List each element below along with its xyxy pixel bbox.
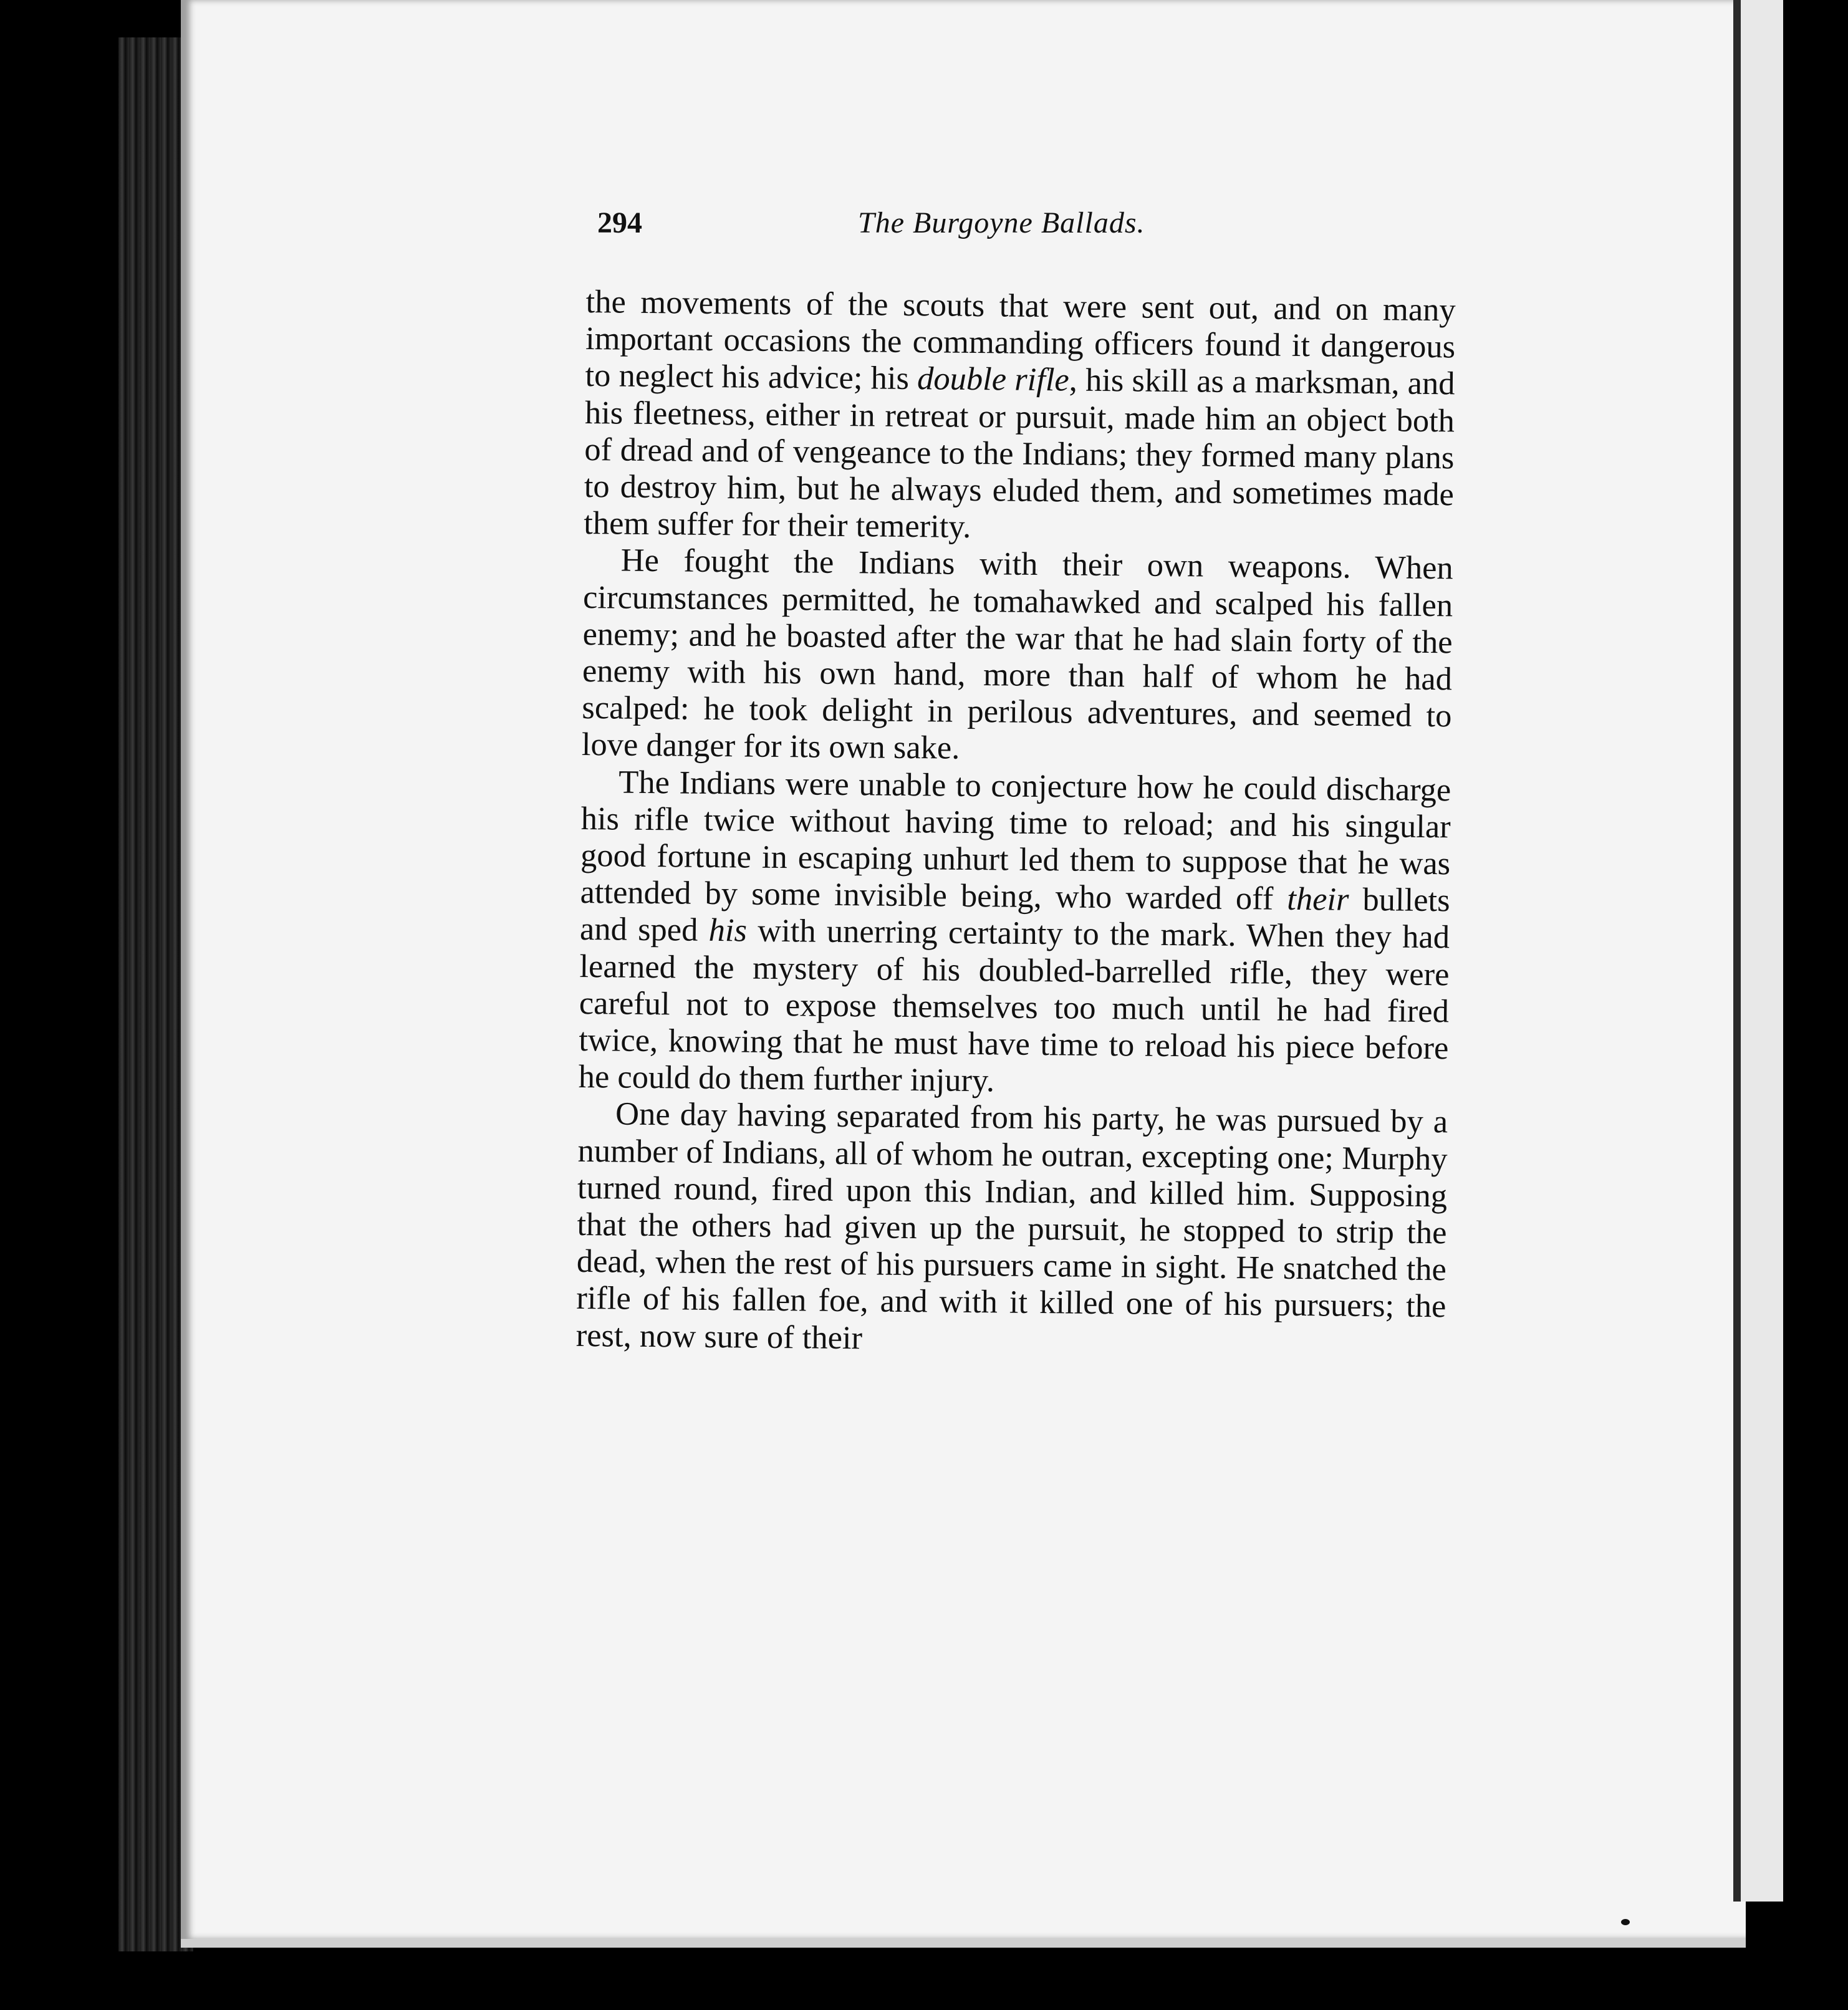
scan-border <box>1783 0 1848 2010</box>
italic-text: their <box>1287 881 1349 918</box>
page-header <box>597 206 1221 256</box>
text-segment: with unerring certainty to the mark. When they had learned the mystery of his doubled-barrelled rifle, they were careful not to expose themselves too much until he had fired twice, knowing that he must have time to reload his piece before he could do them further injury. <box>578 912 1450 1099</box>
text-segment: The Indians were unable to conjecture how he could discharge his rifle twice without having time to reload; and his singular good fortune in escaping unhurt led them to suppose that he was attended by some invisible being, who warded off <box>580 764 1451 918</box>
text-segment: bullets and sped <box>579 882 1450 949</box>
ink-speck <box>1621 1919 1630 1925</box>
text-segment: One day having separated from his party, he was pursued by a number of Indians, all of whom he outran, excepting one; Murphy turned round, fired upon this Indian, and killed him. Supposing that the others had given up the pursuit, he stopped to strip the dead, when the rest of his pursuers came in sight. He snatched the rifle of his fallen foe, and with it killed one of his pursuers; the rest, now sure of their <box>575 1095 1448 1357</box>
text-segment: the movements of the scouts that were sent out, and on many important occasions the commanding officers found it dangerous to neglect his advice; his <box>585 284 1456 397</box>
italic-text: double rifle <box>917 360 1070 398</box>
paragraph <box>582 542 1453 772</box>
facing-page-edge <box>1733 0 1791 1902</box>
text-segment: He fought the Indians with their own weapons. When circumstances permitted, he tomahawked and scalped his fallen enemy; and he boasted after the war that he had slain forty of the enemy with his own hand, more than half of whom he had scalped: he took delight in perilous adventures, and seemed to love danger for its own sake. <box>581 542 1453 767</box>
page-number: 294 <box>597 206 642 239</box>
body-text <box>576 284 1456 1362</box>
running-head: The Burgoyne Ballads. <box>858 206 1145 239</box>
paragraph <box>584 284 1456 551</box>
italic-text: his <box>708 912 748 949</box>
paragraph <box>578 764 1451 1104</box>
text-segment: , his skill as a marksman, and his fleetness, either in retreat or pursuit, made him an object both of dread and of vengeance to the Indians; they formed many plans to destroy him, but he always eluded them, and sometimes made them suffer for their temerity. <box>584 362 1455 546</box>
paragraph <box>576 1095 1448 1362</box>
